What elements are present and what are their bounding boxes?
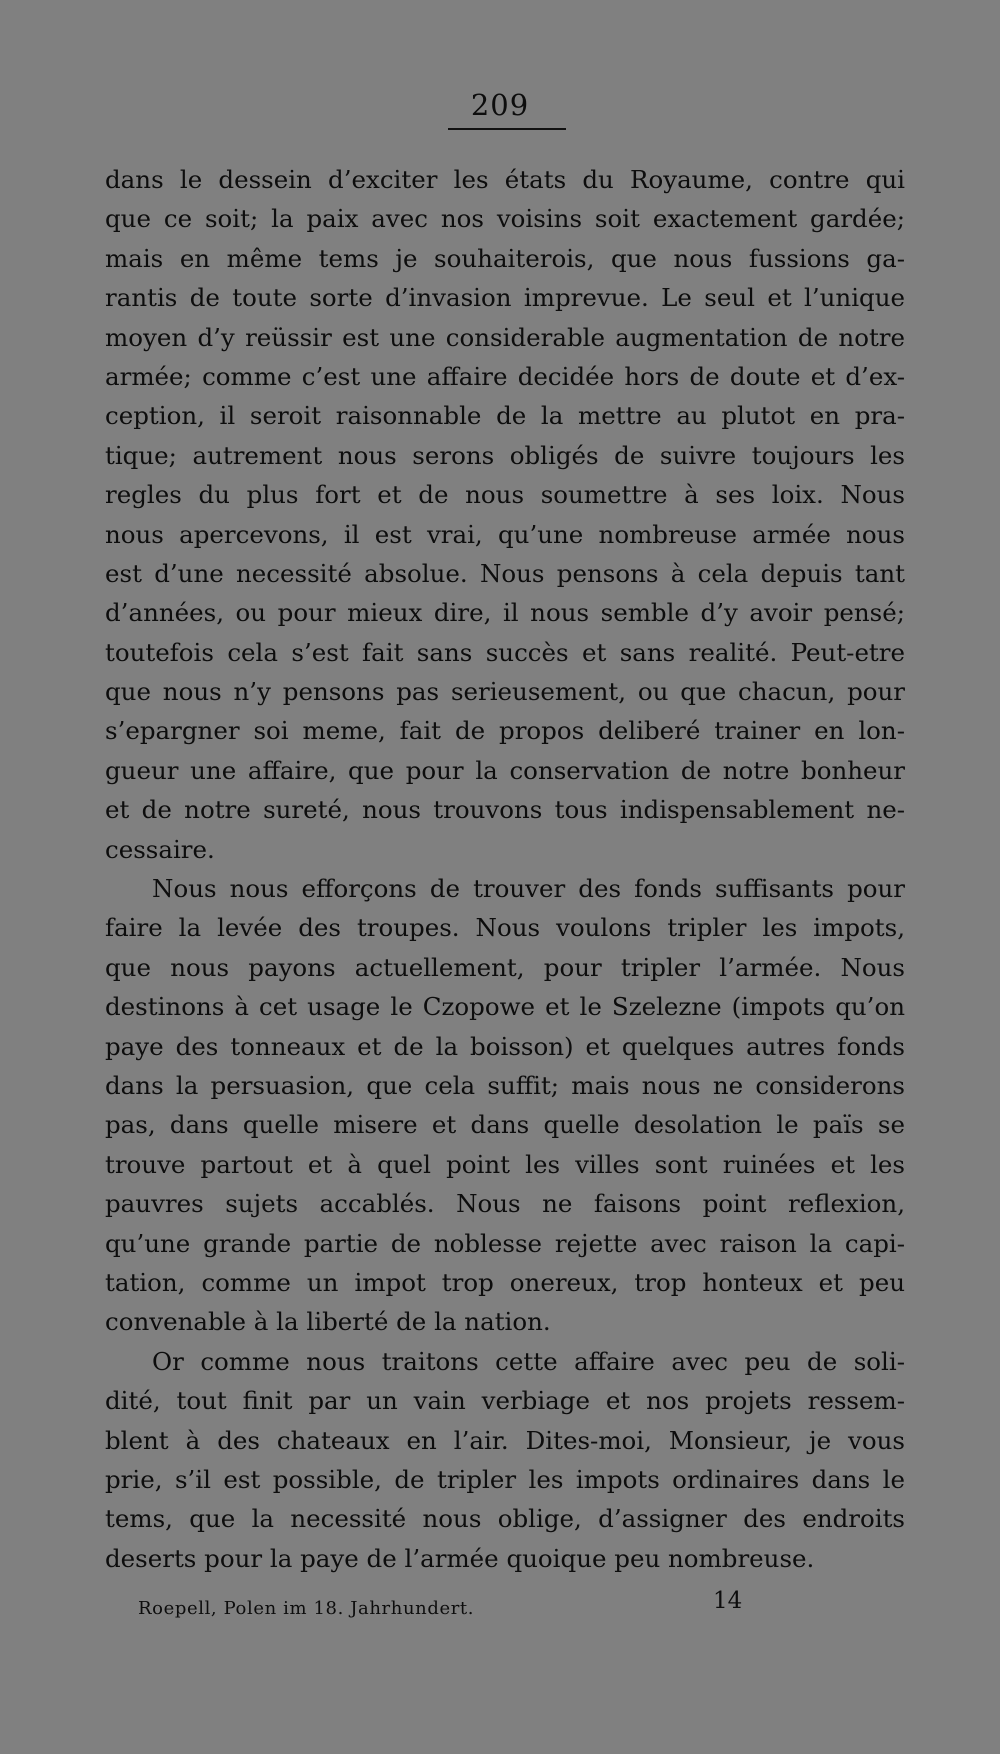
text-line: dans le dessein d’exciter les états du Royaume, contre qui	[105, 165, 905, 194]
text-line: que ce soit; la paix avec nos voisins soit exactement gardée;	[105, 204, 905, 234]
page-number: 209	[470, 88, 530, 122]
text-line: cessaire.	[105, 834, 215, 864]
text-line: moyen d’y reüssir est une considerable augmentation de notre	[105, 322, 905, 352]
text-line: destinons à cet usage le Czopowe et le Szelezne (impots qu’on	[105, 992, 905, 1022]
text-line: est d’une necessité absolue. Nous pensons à cela depuis tant	[105, 558, 905, 588]
text-line: pas, dans quelle misere et dans quelle desolation le païs se	[105, 1110, 905, 1140]
text-line: tems, que la necessité nous oblige, d’assigner des endroits	[105, 1504, 905, 1534]
text-line: qu’une grande partie de noblesse rejette avec raison la capi-	[105, 1228, 905, 1258]
text-line: trouve partout et à quel point les villes sont ruinées et les	[105, 1149, 905, 1179]
paragraph	[105, 869, 905, 1342]
page-number-rule	[448, 128, 566, 130]
text-line: convenable à la liberté de la nation.	[105, 1307, 551, 1337]
text-line: prie, s’il est possible, de tripler les impots ordinaires dans le	[105, 1464, 905, 1494]
footer-source: Roepell, Polen im 18. Jahrhundert.	[138, 1598, 475, 1619]
text-line: tique; autrement nous serons obligés de suivre toujours les	[105, 440, 905, 470]
text-line: Nous nous efforçons de trouver des fonds suffisants pour	[152, 874, 905, 904]
text-line: dans la persuasion, que cela suffit; mais nous ne considerons	[105, 1070, 905, 1100]
text-line: paye des tonneaux et de la boisson) et quelques autres fonds	[105, 1031, 905, 1061]
text-line: que nous payons actuellement, pour tripler l’armée. Nous	[105, 952, 905, 982]
text-line: dité, tout finit par un vain verbiage et nos projets ressem-	[105, 1386, 905, 1416]
text-line: tation, comme un impot trop onereux, trop honteux et peu	[105, 1267, 905, 1297]
text-line: et de notre sureté, nous trouvons tous indispensablement ne-	[105, 795, 905, 825]
footer-signature: 14	[713, 1588, 743, 1614]
text-line: faire la levée des troupes. Nous voulons tripler les impots,	[105, 913, 905, 943]
text-line: regles du plus fort et de nous soumettre à ses loix. Nous	[105, 480, 905, 510]
text-line: Or comme nous traitons cette affaire avec peu de soli-	[152, 1346, 905, 1376]
text-line: d’années, ou pour mieux dire, il nous semble d’y avoir pensé;	[105, 598, 905, 628]
text-line: mais en même tems je souhaiterois, que nous fussions ga-	[105, 243, 905, 273]
text-line: deserts pour la paye de l’armée quoique peu nombreuse.	[105, 1543, 815, 1573]
text-line: gueur une affaire, que pour la conservation de notre bonheur	[105, 755, 905, 785]
text-line: que nous n’y pensons pas serieusement, ou que chacun, pour	[105, 677, 905, 707]
text-line: pauvres sujets accablés. Nous ne faisons point reflexion,	[105, 1189, 905, 1219]
text-line: ception, il seroit raisonnable de la mettre au plutot en pra-	[105, 401, 905, 431]
text-line: nous apercevons, il est vrai, qu’une nombreuse armée nous	[105, 519, 905, 549]
text-line: armée; comme c’est une affaire decidée hors de doute et d’ex-	[105, 361, 905, 391]
paragraph	[105, 160, 905, 869]
paragraph	[105, 1342, 905, 1578]
text-line: rantis de toute sorte d’invasion imprevue. Le seul et l’unique	[105, 283, 905, 313]
body-text	[105, 160, 905, 1578]
text-line: s’epargner soi meme, fait de propos deliberé trainer en lon-	[105, 716, 905, 746]
text-line: toutefois cela s’est fait sans succès et sans realité. Peut-etre	[105, 637, 905, 667]
text-line: blent à des chateaux en l’air. Dites-moi, Monsieur, je vous	[105, 1425, 905, 1455]
